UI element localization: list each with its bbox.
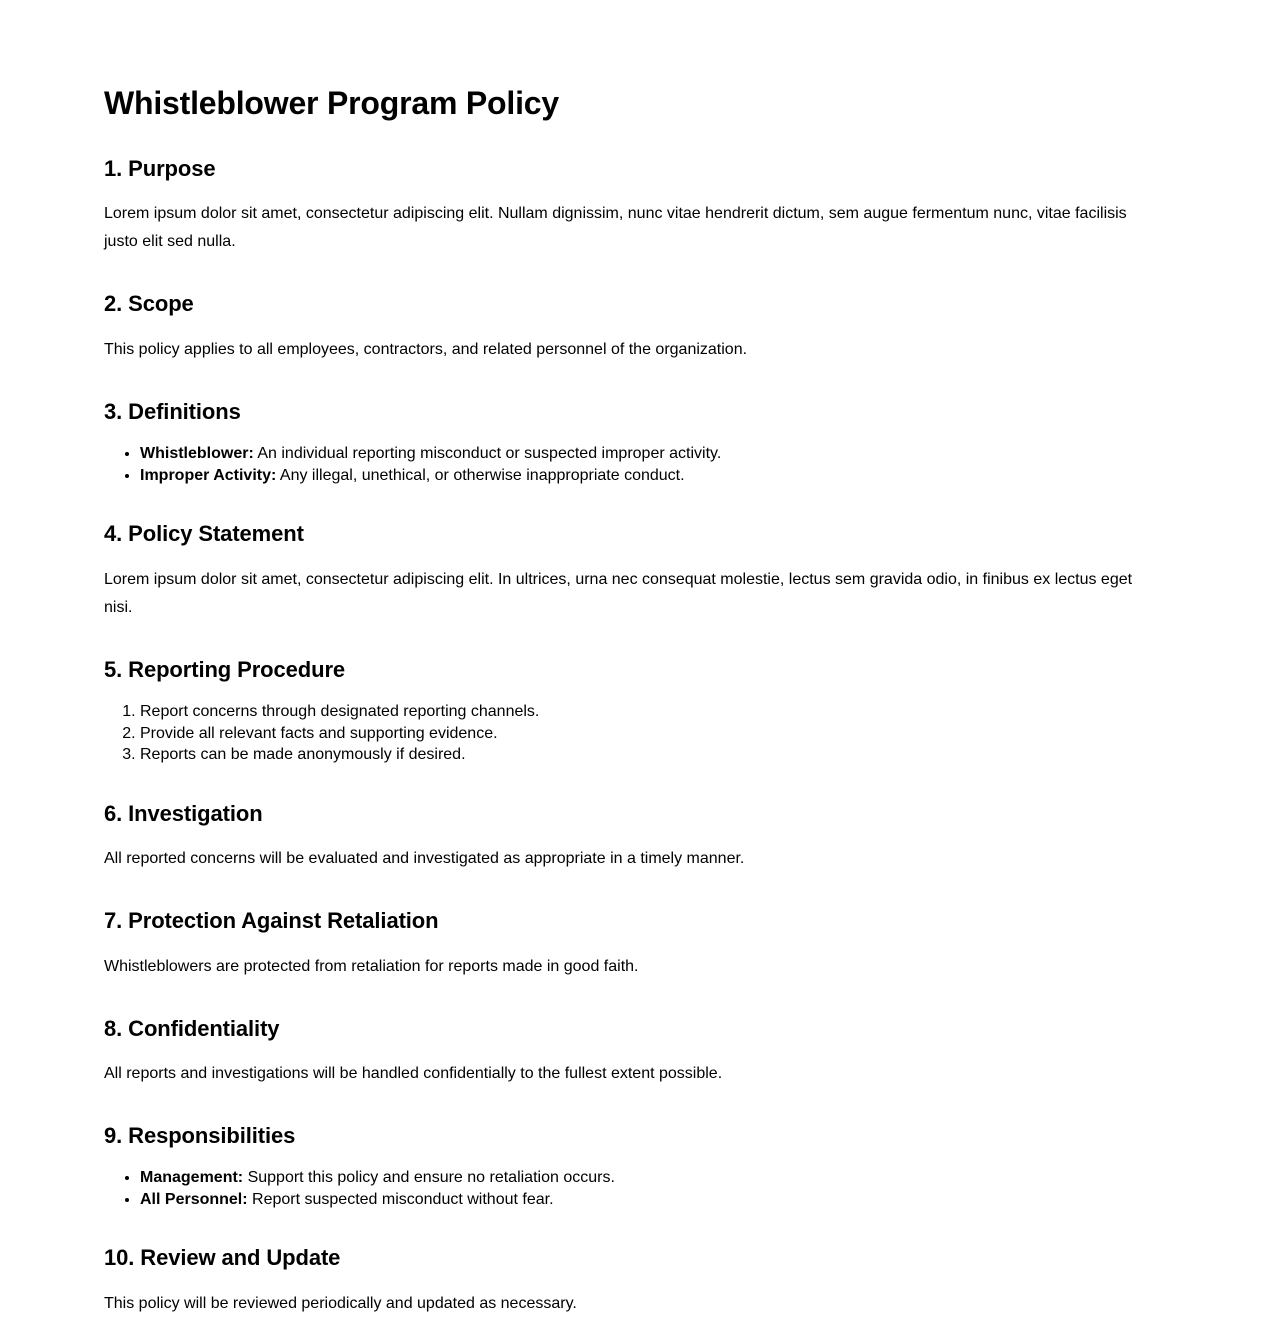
section-responsibilities [104, 1123, 1159, 1211]
definition-text: An individual reporting misconduct or suspected improper activity. [253, 444, 722, 462]
section-heading-policy-statement: 4. Policy Statement [104, 521, 304, 547]
section-policy-statement [104, 521, 1159, 621]
definition-term: Improper Activity: [140, 466, 277, 484]
section-body-confidentiality: All reports and investigations will be handled confidentially to the fullest extent possible. [104, 1064, 723, 1082]
section-heading-responsibilities: 9. Responsibilities [104, 1122, 296, 1148]
section-reporting-procedure [104, 657, 1159, 766]
section-scope [104, 291, 1159, 363]
section-definitions [104, 399, 1159, 487]
definitions-list [104, 443, 1159, 486]
section-body-policy-statement: Lorem ipsum dolor sit amet, consectetur adipiscing elit. In ultrices, urna nec consequat molestie, lectus sem gravida odio, in finibus ex lectus eget nisi. [104, 570, 1133, 616]
section-confidentiality [104, 1016, 1159, 1088]
responsibility-text: Support this policy and ensure no retaliation occurs. [243, 1169, 615, 1187]
section-body-protection-against-retaliation: Whistleblowers are protected from retaliation for reports made in good faith. [104, 957, 639, 975]
section-review-and-update [104, 1245, 1159, 1317]
section-body-review-and-update: This policy will be reviewed periodically and updated as necessary. [104, 1294, 577, 1312]
section-protection-against-retaliation [104, 908, 1159, 980]
section-body-investigation: All reported concerns will be evaluated and investigated as appropriate in a timely manner. [104, 850, 745, 868]
list-item: 1. Report concerns through designated reporting channels. [140, 701, 1159, 723]
section-heading-protection-against-retaliation: 7. Protection Against Retaliation [104, 908, 439, 934]
responsibility-text: Report suspected misconduct without fear. [247, 1190, 554, 1208]
section-investigation [104, 801, 1159, 873]
section-heading-investigation: 6. Investigation [104, 800, 263, 826]
list-item [140, 1167, 1159, 1189]
section-heading-scope: 2. Scope [104, 291, 194, 317]
section-heading-purpose: 1. Purpose [104, 155, 216, 181]
reporting-procedure-list [104, 701, 1159, 766]
list-item: 3. Reports can be made anonymously if desired. [140, 744, 1159, 766]
list-item: 2. Provide all relevant facts and supporting evidence. [140, 723, 1159, 745]
section-heading-review-and-update: 10. Review and Update [104, 1245, 341, 1271]
page-title: Whistleblower Program Policy [104, 85, 559, 121]
list-item [140, 443, 1159, 465]
list-item [140, 1189, 1159, 1211]
section-heading-confidentiality: 8. Confidentiality [104, 1015, 280, 1041]
section-heading-definitions: 3. Definitions [104, 398, 241, 424]
definition-text: Any illegal, unethical, or otherwise inappropriate conduct. [276, 466, 685, 484]
responsibilities-list [104, 1167, 1159, 1210]
list-item [140, 465, 1159, 487]
responsibility-term: Management: [140, 1169, 244, 1187]
responsibility-term: All Personnel: [140, 1190, 248, 1208]
section-heading-reporting-procedure: 5. Reporting Procedure [104, 656, 346, 682]
section-body-purpose: Lorem ipsum dolor sit amet, consectetur adipiscing elit. Nullam dignissim, nunc vitae hendrerit dictum, sem augue fermentum nunc, vitae facilisis justo elit sed nulla. [104, 205, 1127, 251]
definition-term: Whistleblower: [140, 444, 254, 462]
section-body-scope: This policy applies to all employees, contractors, and related personnel of the organization. [104, 340, 748, 358]
section-purpose [104, 156, 1159, 256]
